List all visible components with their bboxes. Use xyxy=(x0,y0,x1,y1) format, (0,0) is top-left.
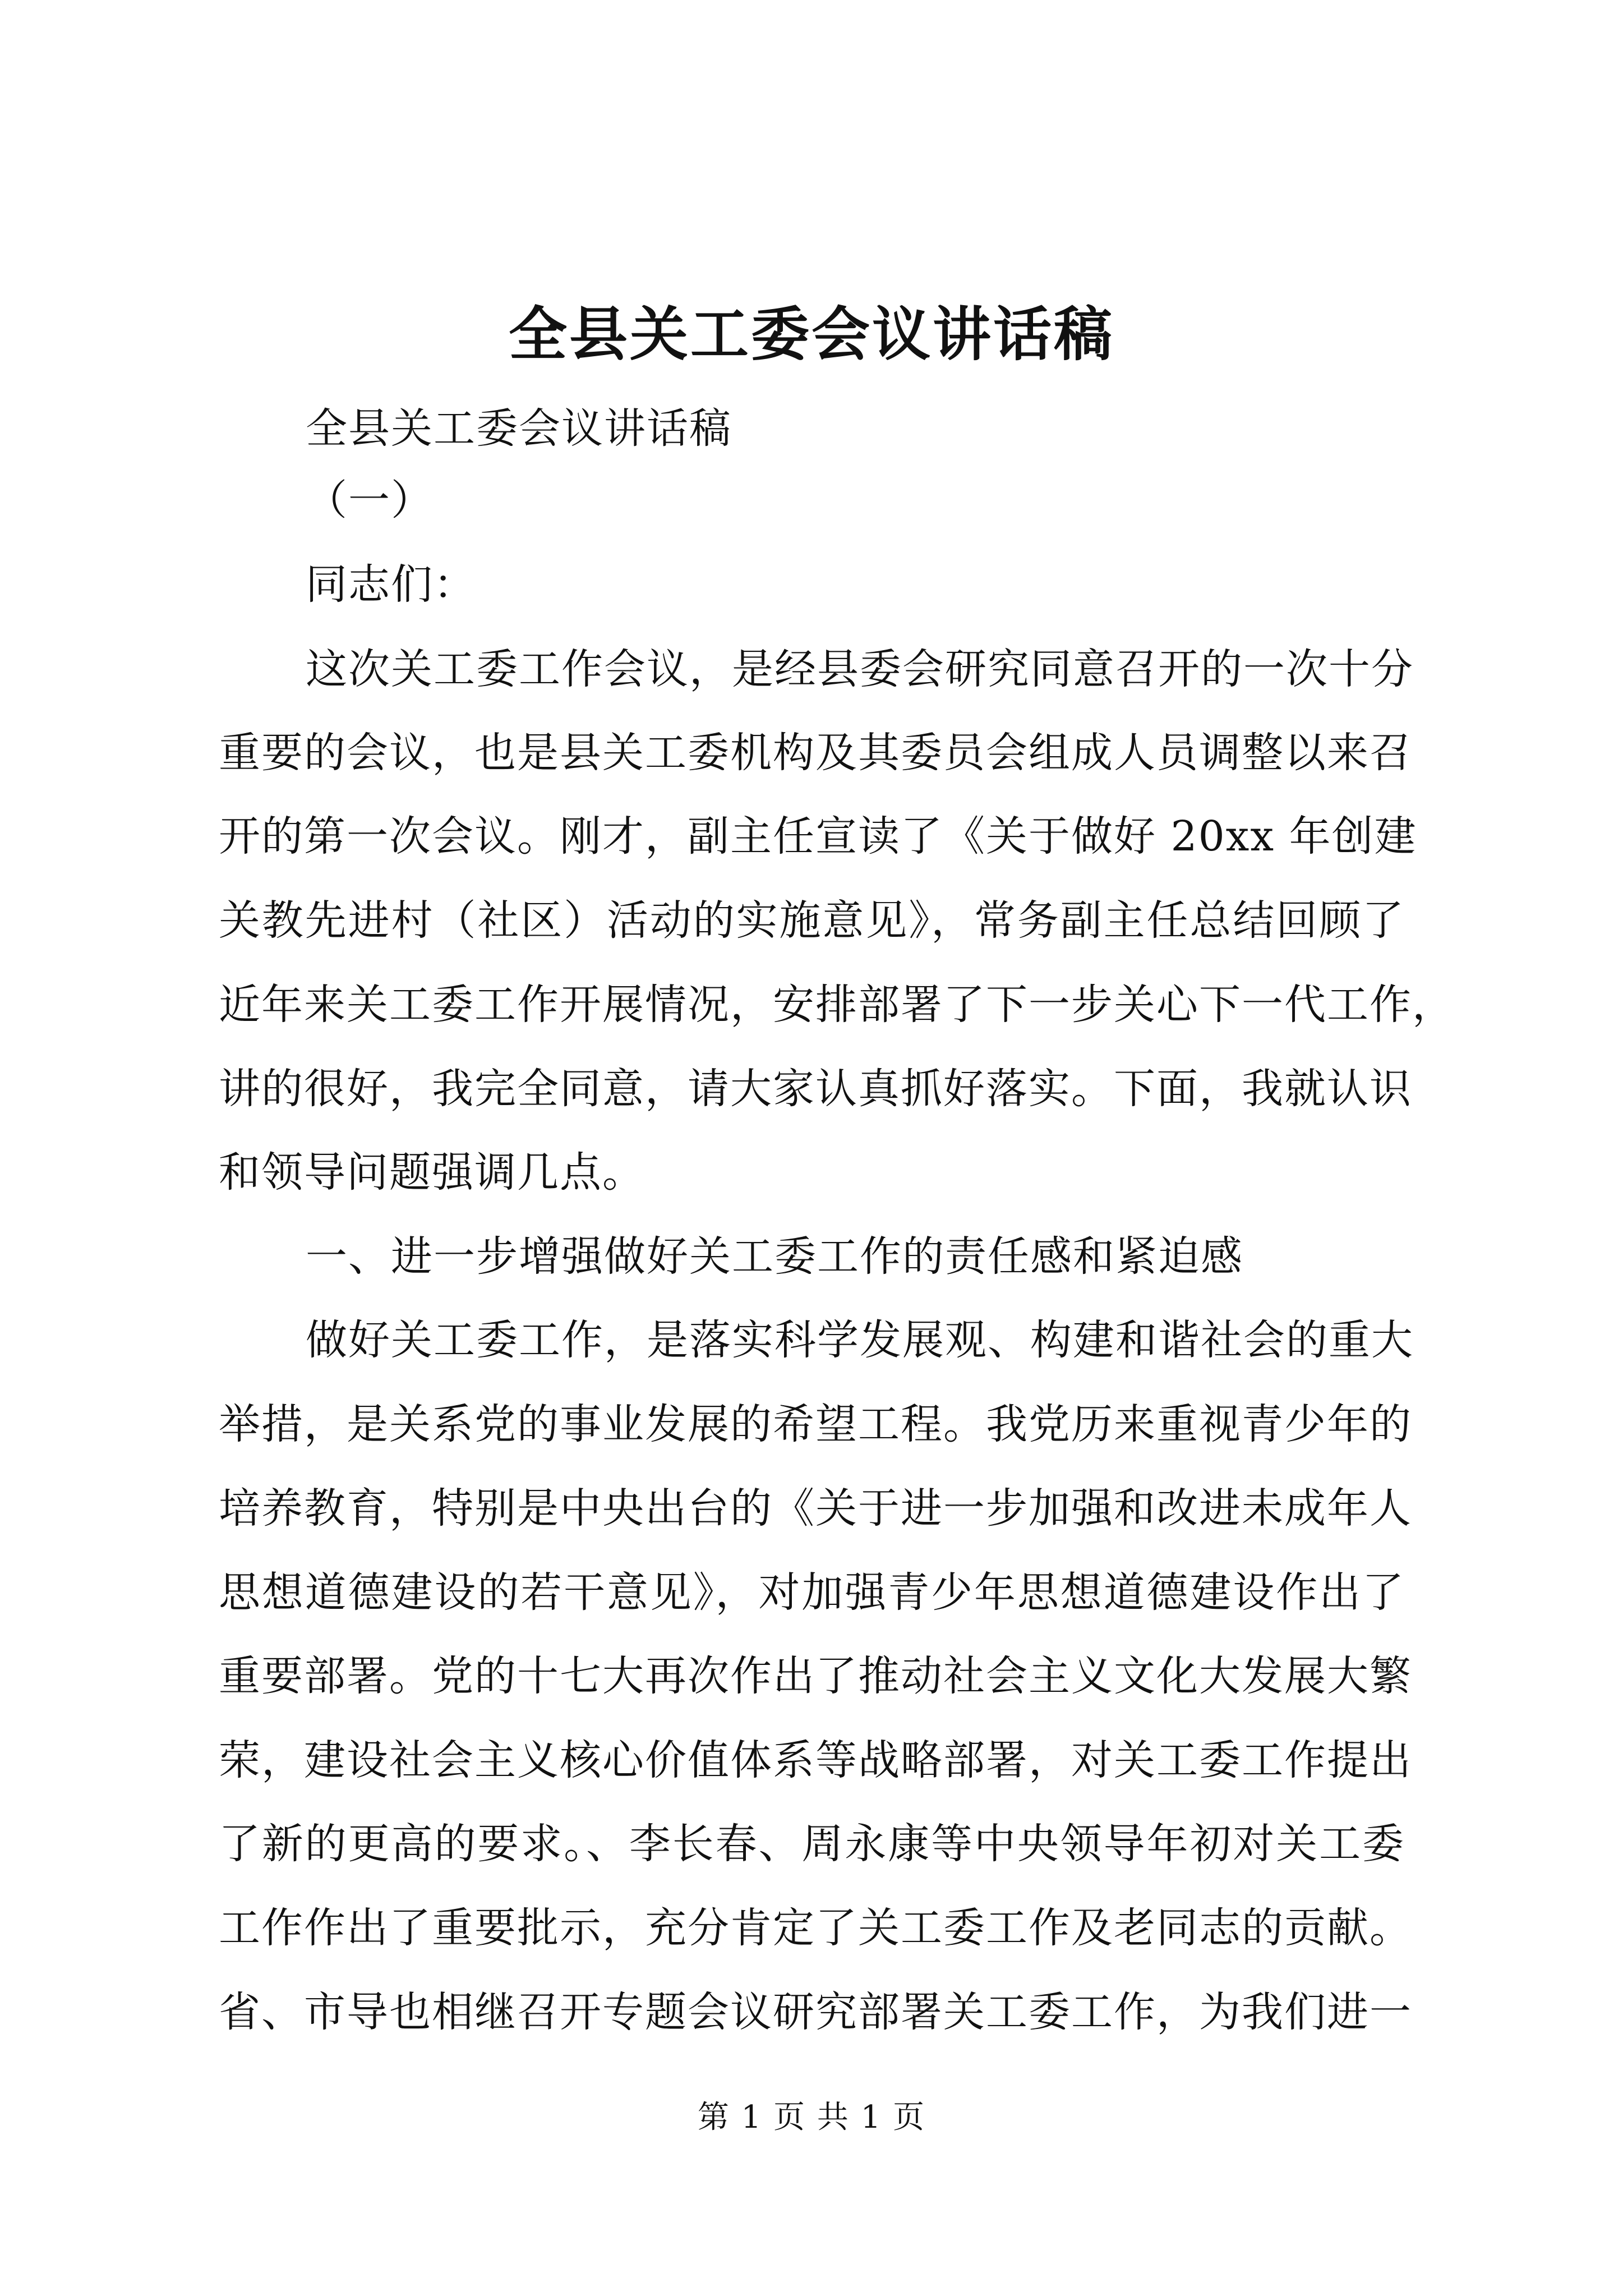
paragraph-line: 近年来关工委工作开展情况，安排部署了下一步关心下一代工作， xyxy=(219,981,1455,1029)
paragraph-line: 做好关工委工作，是落实科学发展观、构建和谐社会的重大 xyxy=(306,1316,1414,1364)
section-number-line: （一） xyxy=(306,476,434,524)
document-title: 全县关工委会议讲话稿 xyxy=(508,300,1114,369)
paragraph-line: 荣，建设社会主义核心价值体系等战略部署，对关工委工作提出 xyxy=(219,1736,1412,1784)
paragraph-line: 工作作出了重要批示，充分肯定了关工委工作及老同志的贡献。 xyxy=(219,1904,1412,1952)
paragraph-line: 举措，是关系党的事业发展的希望工程。我党历来重视青少年的 xyxy=(219,1400,1412,1448)
salutation-line: 同志们： xyxy=(306,560,476,609)
paragraph-line: 开的第一次会议。刚才，副主任宣读了《关于做好 20xx 年创建 xyxy=(219,812,1417,861)
paragraph-line: 省、市导也相继召开专题会议研究部署关工委工作，为我们进一 xyxy=(219,1988,1412,2036)
section-heading: 一、进一步增强做好关工委工作的责任感和紧迫感 xyxy=(306,1232,1243,1281)
paragraph-line: 这次关工委工作会议，是经县委会研究同意召开的一次十分 xyxy=(306,645,1414,693)
paragraph-line: 重要部署。党的十七大再次作出了推动社会主义文化大发展大繁 xyxy=(219,1652,1412,1700)
paragraph-line: 重要的会议，也是县关工委机构及其委员会组成人员调整以来召 xyxy=(219,729,1412,777)
paragraph-line: 思想道德建设的若干意见》，对加强青少年思想道德建设作出了 xyxy=(219,1568,1405,1617)
page-footer: 第 1 页 共 1 页 xyxy=(697,2099,926,2136)
paragraph-line: 了新的更高的要求。、李长春、周永康等中央领导年初对关工委 xyxy=(219,1820,1405,1868)
paragraph-line: 讲的很好，我完全同意，请大家认真抓好落实。下面，我就认识 xyxy=(219,1065,1412,1113)
paragraph-line: 和领导问题强调几点。 xyxy=(219,1148,645,1197)
paragraph-line: 关教先进村（社区）活动的实施意见》，常务副主任总结回顾了 xyxy=(219,896,1405,945)
subtitle-line: 全县关工委会议讲话稿 xyxy=(306,404,732,453)
paragraph-line: 培养教育，特别是中央出台的《关于进一步加强和改进未成年人 xyxy=(219,1484,1412,1533)
